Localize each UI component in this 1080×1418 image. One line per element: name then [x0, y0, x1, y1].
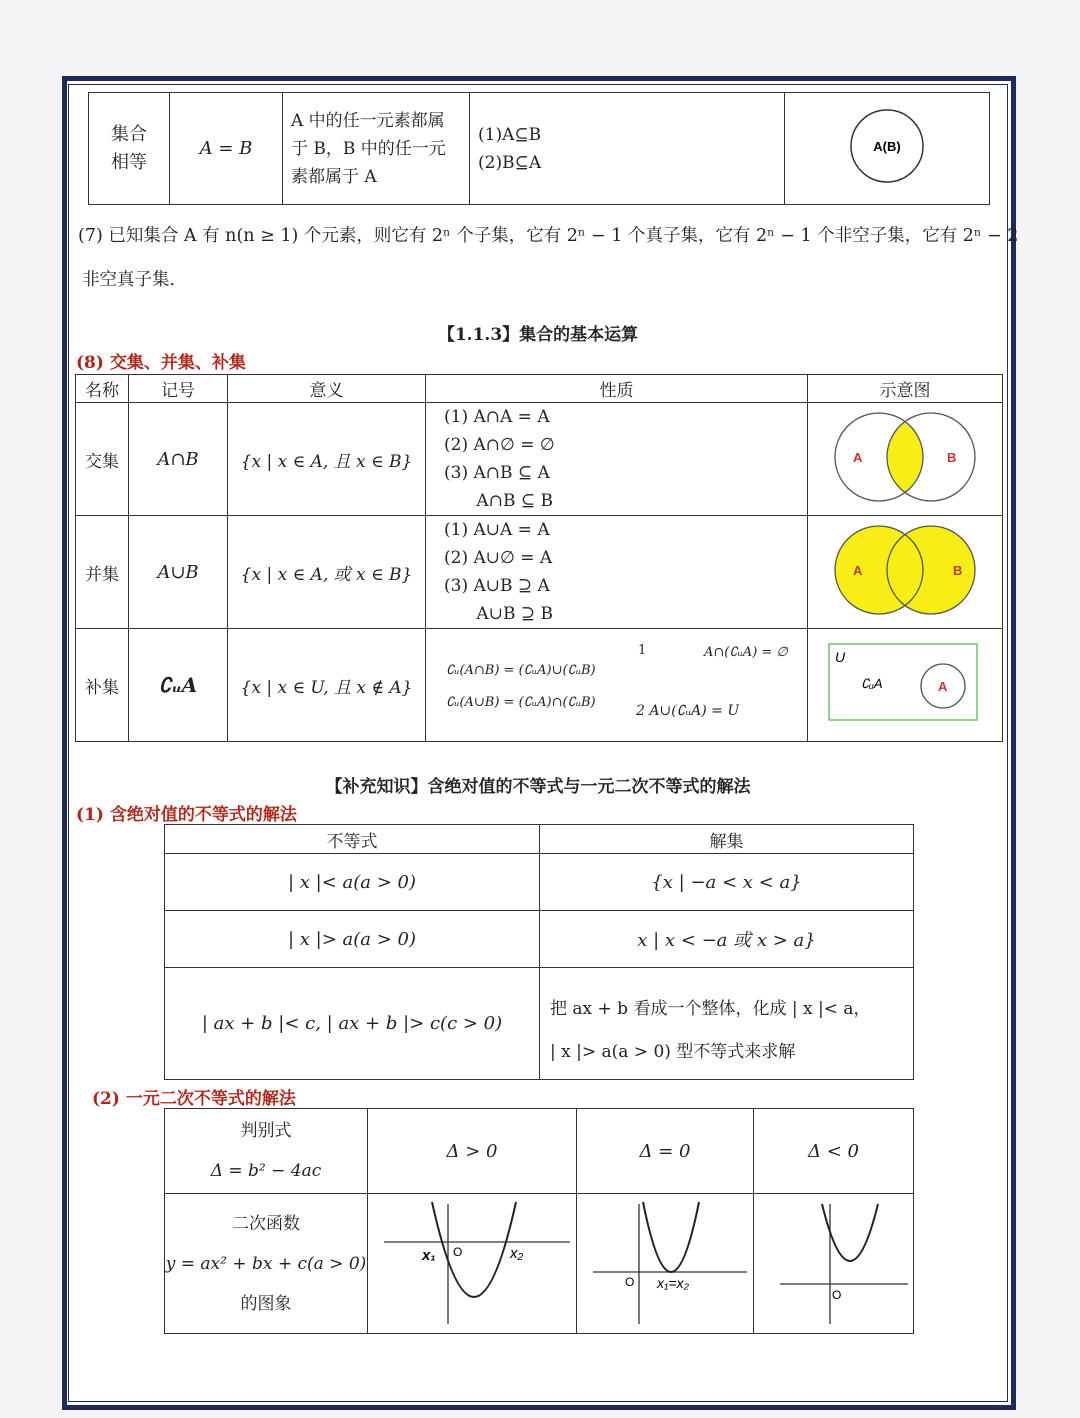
- quad-graph-negative: [754, 1194, 914, 1334]
- graph1-x1: x₁: [422, 1247, 436, 1264]
- abs-header-ineq: 不等式: [165, 825, 540, 854]
- intersection-label-b: B: [947, 449, 957, 465]
- complement-prop-1-num: 1: [638, 643, 647, 658]
- equal-name: 集合 相等: [89, 93, 170, 205]
- union-venn: [815, 520, 995, 620]
- union-label-b: B: [953, 562, 963, 578]
- complement-universe-rect: [829, 644, 977, 720]
- intersection-props: [426, 403, 808, 516]
- parabola-no-root: [756, 1196, 912, 1326]
- quad-func-label-2: 的图象: [240, 1293, 292, 1314]
- note-7-line-2: 非空真子集.: [82, 270, 176, 290]
- ops-row-intersection: [76, 403, 1003, 516]
- complement-label-u: U: [835, 648, 846, 665]
- graph1-x2: x₂: [510, 1245, 524, 1262]
- abs-row-2: [165, 911, 914, 968]
- equal-diagram: [785, 93, 990, 205]
- abs-row-3-ineq: | ax + b |< c, | ax + b |> c(c > 0): [165, 968, 540, 1080]
- equal-prop-1: (1)A⊆B: [478, 124, 542, 145]
- abs-row-3-sol-line-2: | x |> a(a > 0) 型不等式来求解: [550, 1041, 796, 1062]
- quad-row-graph: [165, 1194, 914, 1334]
- union-prop-1: (1) A∪A = A: [444, 520, 550, 540]
- graph2-origin: O: [625, 1275, 635, 1289]
- complement-symbol: ∁ᵤA: [129, 629, 228, 742]
- complement-prop-1: A∩(∁ᵤA) = ∅: [704, 645, 788, 660]
- intersection-prop-2: (2) A∩∅ = ∅: [444, 435, 555, 455]
- union-props: [426, 516, 808, 629]
- complement-label-cua: ∁ᵤA: [861, 675, 883, 691]
- union-symbol: A∪B: [129, 516, 228, 629]
- intersection-prop-4: A∩B ⊆ B: [444, 491, 553, 511]
- abs-row-2-ineq: | x |> a(a > 0): [165, 911, 540, 968]
- ops-row-complement: [76, 629, 1003, 742]
- intersection-prop-3: (3) A∩B ⊆ A: [444, 463, 550, 483]
- union-prop-4: A∪B ⊇ B: [444, 604, 553, 624]
- ops-header-name: 名称: [76, 375, 129, 403]
- union-prop-3: (3) A∪B ⊇ A: [444, 576, 550, 596]
- ops-header-symbol: 记号: [129, 375, 228, 403]
- intersection-name: 交集: [76, 403, 129, 516]
- complement-venn: [825, 640, 985, 726]
- union-prop-2: (2) A∪∅ = A: [444, 548, 553, 568]
- quad-graph-zero: [577, 1194, 754, 1334]
- graph1-origin: O: [453, 1245, 463, 1259]
- parabola-one-root: [579, 1196, 751, 1326]
- complement-label-a: A: [938, 678, 948, 694]
- quad-case-positive: Δ > 0: [368, 1109, 577, 1194]
- abs-header-sol: 解集: [540, 825, 914, 854]
- equal-diagram-label: A(B): [873, 139, 901, 154]
- ops-header-props: 性质: [426, 375, 808, 403]
- equal-meaning: A 中的任一元素都属于 B，B 中的任一元素都属于 A: [283, 93, 470, 205]
- equal-props: [470, 93, 785, 205]
- abs-row-3-sol-line-1: 把 ax + b 看成一个整体，化成 | x |< a，: [550, 998, 871, 1019]
- ops-row-union: [76, 516, 1003, 629]
- subsection-8-title: (8) 交集、并集、补集: [76, 353, 246, 373]
- quad-table: [164, 1108, 914, 1334]
- complement-props: [426, 629, 808, 742]
- abs-row-2-sol: x | x < −a 或 x > a}: [540, 911, 914, 968]
- section-113-title: 【1.1.3】集合的基本运算: [437, 325, 639, 345]
- graph2-parabola: [643, 1202, 699, 1272]
- quad-case-negative: Δ < 0: [754, 1109, 914, 1194]
- ops-table: [75, 374, 1003, 742]
- parabola-two-roots: [370, 1196, 574, 1326]
- quad-func-formula: y = ax² + bx + c(a > 0): [165, 1253, 367, 1274]
- union-name: 并集: [76, 516, 129, 629]
- complement-law-1: ∁ᵤ(A∩B) = (∁ᵤA)∪(∁ᵤB): [446, 663, 596, 678]
- complement-prop-2: 2 A∪(∁ᵤA) = U: [636, 703, 740, 719]
- intersection-label-a: A: [853, 449, 863, 465]
- subsection-2-title: (2) 一元二次不等式的解法: [92, 1089, 296, 1109]
- abs-row-1-sol: {x | −a < x < a}: [540, 854, 914, 911]
- graph3-origin: O: [831, 1288, 841, 1302]
- complement-meaning: {x | x ∈ U, 且 x ∉ A}: [228, 629, 426, 742]
- intersection-meaning: {x | x ∈ A, 且 x ∈ B}: [228, 403, 426, 516]
- abs-row-3-sol: [540, 968, 914, 1080]
- ops-header-meaning: 意义: [228, 375, 426, 403]
- quad-graph-positive: [368, 1194, 577, 1334]
- ops-header-diagram: 示意图: [808, 375, 1003, 403]
- complement-diagram: [808, 629, 1003, 742]
- quad-case-zero: Δ = 0: [577, 1109, 754, 1194]
- quad-func-label-1: 二次函数: [232, 1213, 300, 1234]
- equal-row-table: [88, 92, 990, 205]
- subsection-1-title: (1) 含绝对值的不等式的解法: [76, 805, 297, 825]
- union-diagram: [808, 516, 1003, 629]
- equal-symbol: A = B: [170, 93, 283, 205]
- quad-disc-formula: Δ = b² − 4ac: [210, 1161, 322, 1181]
- graph1-parabola: [432, 1202, 516, 1297]
- union-label-a: A: [853, 562, 863, 578]
- equal-venn: [827, 101, 947, 191]
- intersection-diagram: [808, 403, 1003, 516]
- abs-row-1-ineq: | x |< a(a > 0): [165, 854, 540, 911]
- quad-func-cell: [165, 1194, 368, 1334]
- abs-row-1: [165, 854, 914, 911]
- complement-law-2: ∁ᵤ(A∪B) = (∁ᵤA)∩(∁ᵤB): [446, 695, 596, 710]
- supplement-title: 【补充知识】含绝对值的不等式与一元二次不等式的解法: [325, 777, 751, 797]
- equal-prop-2: (2)B⊆A: [478, 152, 542, 173]
- note-7-line-1: (7) 已知集合 A 有 n(n ≥ 1) 个元素，则它有 2ⁿ 个子集，它有 2ⁿ − 1 个真子集，它有 2ⁿ − 1 个非空子集，它有 2ⁿ − 2: [78, 226, 1019, 246]
- union-meaning: {x | x ∈ A, 或 x ∈ B}: [228, 516, 426, 629]
- intersection-prop-1: (1) A∩A = A: [444, 407, 550, 427]
- quad-disc-cell: [165, 1109, 368, 1194]
- graph2-x1x2: x₁=x₂: [657, 1275, 689, 1291]
- intersection-symbol: A∩B: [129, 403, 228, 516]
- complement-name: 补集: [76, 629, 129, 742]
- intersection-venn: [815, 407, 995, 507]
- abs-table: [164, 824, 914, 1080]
- quad-row-disc: [165, 1109, 914, 1194]
- abs-row-3: [165, 968, 914, 1080]
- quad-disc-label: 判别式: [240, 1121, 292, 1141]
